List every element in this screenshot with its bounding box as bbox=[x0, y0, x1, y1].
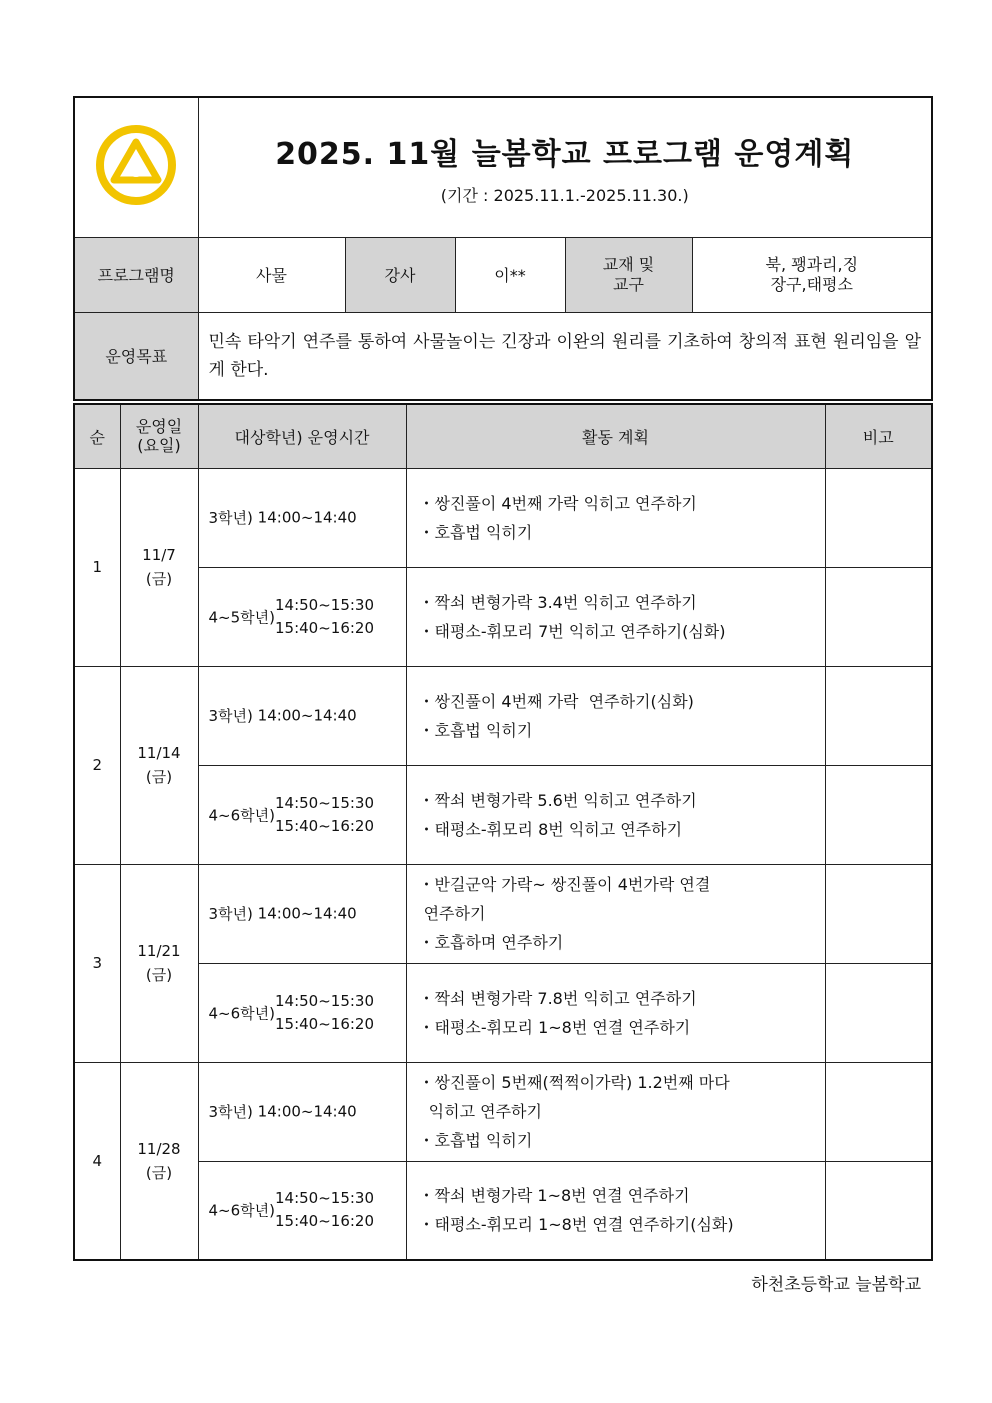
session-date bbox=[120, 864, 198, 1062]
schedule-row bbox=[74, 567, 932, 666]
activity-line: ・짝쇠 변형가락 3.4번 익히고 연주하기 bbox=[418, 592, 697, 612]
activity-line: ・반길군악 가락~ 쌍진풀이 4번가락 연결 bbox=[418, 875, 711, 894]
school-logo bbox=[94, 123, 178, 207]
time-slot: 14:00~14:40 bbox=[257, 1102, 357, 1121]
note-cell bbox=[825, 963, 932, 1062]
activity-plan bbox=[406, 765, 825, 864]
grade-time bbox=[198, 666, 406, 765]
period-text: (기간 : 2025.11.1.-2025.11.30.) bbox=[440, 185, 689, 205]
col-order: 순 bbox=[74, 404, 120, 468]
note-cell bbox=[825, 1161, 932, 1260]
schedule-row bbox=[74, 666, 932, 765]
teacher-value: 이** bbox=[455, 237, 565, 312]
goal-label: 운영목표 bbox=[74, 312, 198, 400]
time-slot: 14:50~15:30 bbox=[275, 595, 375, 614]
activity-plan bbox=[406, 666, 825, 765]
grade-text: 4~6학년) bbox=[208, 1004, 275, 1022]
day-text: (금) bbox=[145, 570, 173, 588]
day-text: (금) bbox=[145, 1163, 173, 1182]
time-slots bbox=[275, 792, 374, 838]
schedule-row bbox=[74, 1062, 932, 1161]
grade-text: 3학년) bbox=[208, 707, 253, 725]
activity-line: ・태평소-휘모리 8번 익히고 연주하기 bbox=[418, 819, 683, 839]
activity-line: ・태평소-휘모리 1~8번 연결 연주하기(심화) bbox=[418, 1215, 734, 1235]
time-slot: 14:50~15:30 bbox=[275, 793, 375, 812]
schedule-header-row bbox=[74, 404, 932, 468]
schedule-row bbox=[74, 468, 932, 567]
page-title: 2025. 11월 늘봄학교 프로그램 운영계획 bbox=[275, 136, 855, 172]
activity-line: ・쌍진풀이 4번째 가락 익히고 연주하기 bbox=[418, 493, 697, 513]
grade-text: 3학년) bbox=[208, 509, 253, 527]
logo-cell bbox=[74, 97, 198, 237]
session-number: 1 bbox=[74, 468, 120, 666]
activity-plan bbox=[406, 963, 825, 1062]
grade-time bbox=[198, 1062, 406, 1161]
activity-line: ・쌍진풀이 4번째 가락 연주하기(심화) bbox=[418, 691, 694, 711]
time-slot: 15:40~16:20 bbox=[275, 1212, 375, 1231]
grade-text: 4~5학년) bbox=[208, 608, 275, 626]
session-number: 3 bbox=[74, 864, 120, 1062]
activity-line: ・호흡법 익히기 bbox=[418, 1131, 533, 1150]
note-cell bbox=[825, 567, 932, 666]
activity-plan bbox=[406, 1062, 825, 1161]
time-slot: 15:40~16:20 bbox=[275, 816, 375, 835]
col-note: 비고 bbox=[825, 404, 932, 468]
time-slots bbox=[275, 990, 374, 1036]
activity-line: ・태평소-휘모리 7번 익히고 연주하기(심화) bbox=[418, 621, 726, 641]
col-target: 대상학년) 운영시간 bbox=[198, 404, 406, 468]
note-cell bbox=[825, 765, 932, 864]
note-cell bbox=[825, 666, 932, 765]
activity-line: ・짝쇠 변형가락 7.8번 익히고 연주하기 bbox=[418, 988, 697, 1008]
materials-value: 북, 꽹과리,징 장구,태평소 bbox=[692, 237, 932, 312]
grade-time bbox=[198, 468, 406, 567]
program-label: 프로그램명 bbox=[74, 237, 198, 312]
time-slots bbox=[275, 1187, 374, 1233]
activity-line: ・태평소-휘모리 1~8번 연결 연주하기 bbox=[418, 1017, 691, 1037]
time-slot: 14:00~14:40 bbox=[257, 904, 357, 923]
goal-value: 민속 타악기 연주를 통하여 사물놀이는 긴장과 이완의 원리를 기초하여 창의적 표현 원리임을 알게 한다. bbox=[198, 312, 932, 400]
grade-text: 3학년) bbox=[208, 1103, 253, 1121]
activity-line: ・호흡하며 연주하기 bbox=[418, 933, 564, 952]
activity-plan bbox=[406, 567, 825, 666]
time-slot: 15:40~16:20 bbox=[275, 618, 375, 637]
note-cell bbox=[825, 468, 932, 567]
activity-line: 익히고 연주하기 bbox=[418, 1102, 542, 1121]
activity-line: ・짝쇠 변형가락 1~8번 연결 연주하기 bbox=[418, 1186, 690, 1206]
footer-school: 하천초등학교 늘봄학교 bbox=[751, 1275, 921, 1295]
date-text: 11/14 bbox=[137, 744, 181, 762]
date-text: 11/7 bbox=[142, 546, 176, 564]
activity-line: ・호흡법 익히기 bbox=[418, 720, 533, 740]
session-number: 2 bbox=[74, 666, 120, 864]
materials-label: 교재 및 교구 bbox=[565, 237, 692, 312]
note-cell bbox=[825, 864, 932, 963]
grade-text: 4~6학년) bbox=[208, 1201, 275, 1220]
activity-line: ・짝쇠 변형가락 5.6번 익히고 연주하기 bbox=[418, 790, 697, 810]
session-date bbox=[120, 468, 198, 666]
activity-plan bbox=[406, 1161, 825, 1260]
time-slot: 14:00~14:40 bbox=[257, 508, 357, 527]
session-number: 4 bbox=[74, 1062, 120, 1260]
schedule-row bbox=[74, 864, 932, 963]
note-cell bbox=[825, 1062, 932, 1161]
activity-plan bbox=[406, 468, 825, 567]
day-text: (금) bbox=[145, 768, 173, 786]
activity-line: ・호흡법 익히기 bbox=[418, 522, 533, 542]
schedule-row bbox=[74, 1161, 932, 1260]
activity-plan bbox=[406, 864, 825, 963]
time-slot: 14:00~14:40 bbox=[257, 706, 357, 725]
time-slot: 14:50~15:30 bbox=[275, 991, 375, 1010]
date-text: 11/28 bbox=[137, 1139, 181, 1158]
grade-text: 4~6학년) bbox=[208, 806, 275, 824]
time-slot: 15:40~16:20 bbox=[275, 1014, 375, 1033]
activity-line: ・쌍진풀이 5번째(쩍쩍이가락) 1.2번째 마다 bbox=[418, 1073, 730, 1092]
col-plan: 활동 계획 bbox=[406, 404, 825, 468]
time-slots bbox=[275, 594, 374, 640]
date-text: 11/21 bbox=[137, 942, 181, 960]
session-date bbox=[120, 1062, 198, 1260]
grade-time bbox=[198, 1161, 406, 1260]
schedule-row bbox=[74, 765, 932, 864]
schedule-body bbox=[74, 468, 932, 1260]
grade-time bbox=[198, 567, 406, 666]
program-value: 사물 bbox=[198, 237, 345, 312]
teacher-label: 강사 bbox=[345, 237, 455, 312]
day-text: (금) bbox=[145, 966, 173, 984]
session-date bbox=[120, 666, 198, 864]
activity-line: 연주하기 bbox=[418, 904, 486, 923]
col-date: 운영일 (요일) bbox=[120, 404, 198, 468]
schedule-row bbox=[74, 963, 932, 1062]
header-table bbox=[73, 96, 933, 401]
grade-time bbox=[198, 963, 406, 1062]
grade-time bbox=[198, 864, 406, 963]
schedule-table bbox=[73, 403, 933, 1261]
grade-text: 3학년) bbox=[208, 905, 253, 923]
title-cell bbox=[198, 97, 932, 237]
grade-time bbox=[198, 765, 406, 864]
time-slot: 14:50~15:30 bbox=[275, 1189, 375, 1208]
document bbox=[73, 96, 931, 1261]
